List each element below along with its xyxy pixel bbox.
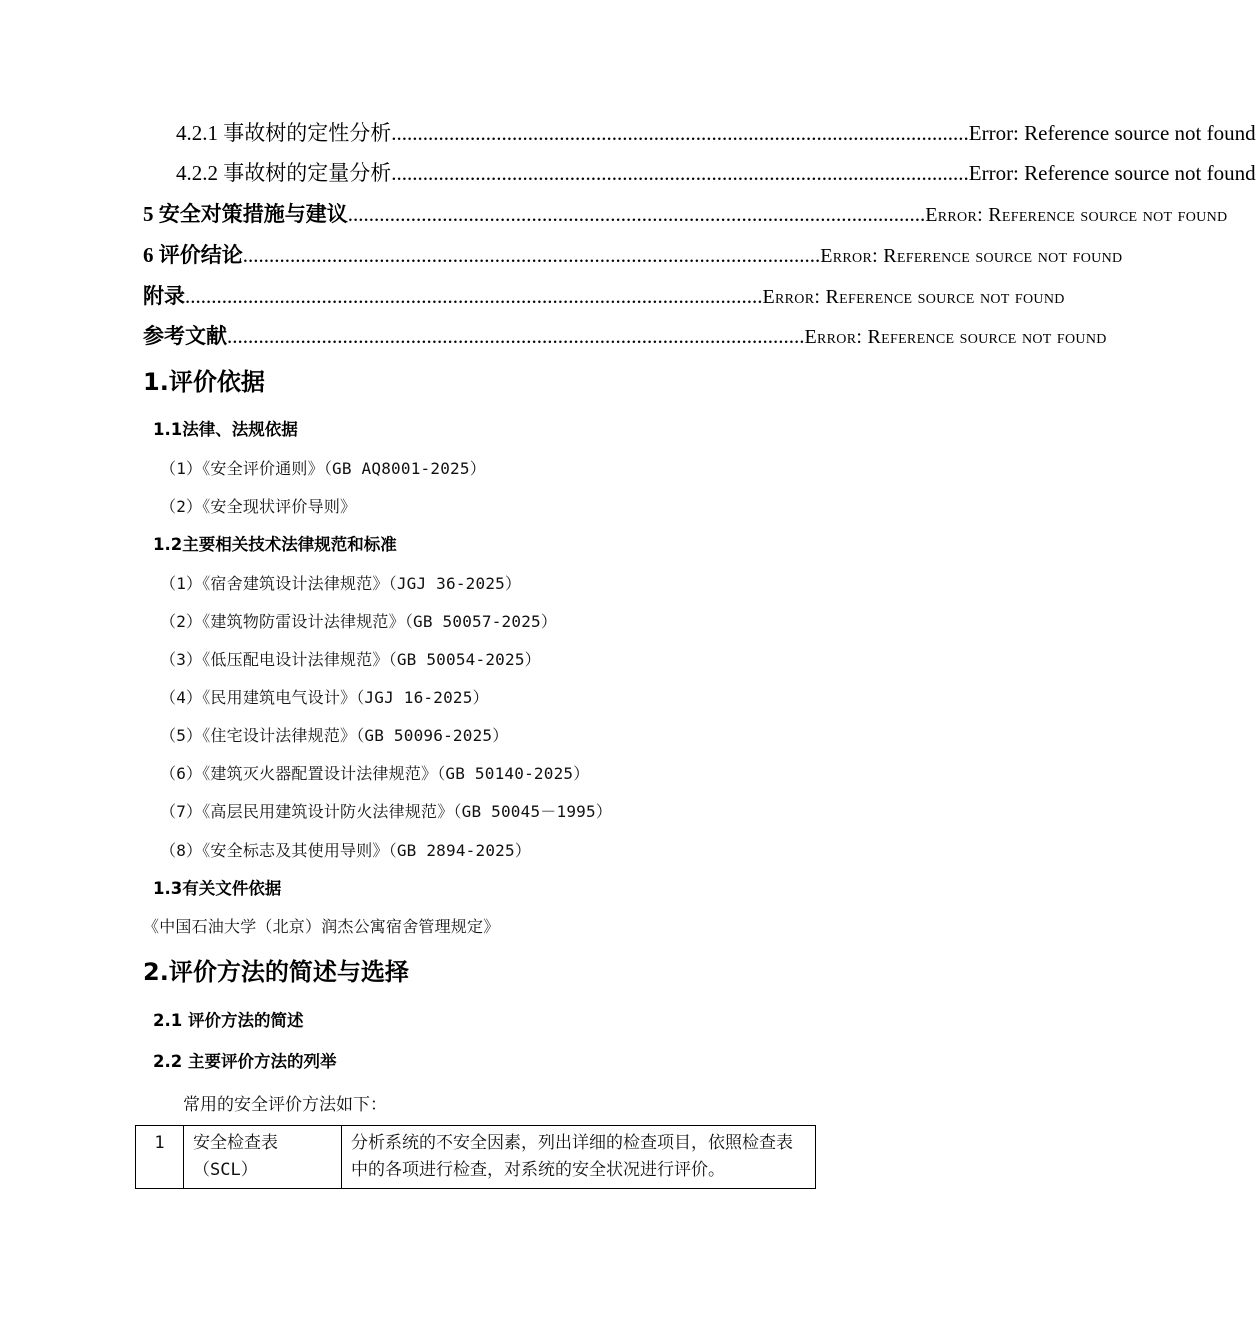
table-cell-description: 分析系统的不安全因素，列出详细的检查项目，依照检查表中的各项进行检查，对系统的安全状况进行评价。 [342, 1126, 816, 1189]
subsection-heading: 1.1法律、法规依据 [153, 420, 298, 439]
subsection-heading: 2.1 评价方法的简述 [153, 1011, 304, 1030]
section-heading: 1.评价依据 [143, 368, 265, 396]
subsection-heading: 1.2主要相关技术法律规范和标准 [153, 535, 397, 554]
toc-entry-page: Error: Reference source not found [968, 121, 1256, 145]
toc-entry-title: 4.2.1 事故树的定性分析 [176, 121, 392, 145]
toc-entry-page: Error: Reference source not found [762, 286, 1065, 308]
toc-leader-dots: .............................................................................................................. [391, 161, 969, 185]
toc-entry[interactable] [143, 239, 1123, 269]
paragraph: 常用的安全评价方法如下： [183, 1095, 387, 1115]
section-heading: 2.评价方法的简述与选择 [143, 958, 409, 986]
list-item: （2）《建筑物防雷设计法律规范》（GB 50057-2025） [160, 612, 558, 631]
list-item: （1）《安全评价通则》（GB AQ8001-2025） [160, 459, 486, 478]
toc-entry-page: Error: Reference source not found [925, 204, 1228, 226]
toc-entry-title: 5 安全对策措施与建议 [143, 202, 348, 226]
toc-leader-dots: .............................................................................................................. [185, 284, 763, 308]
toc-leader-dots: .............................................................................................................. [227, 324, 805, 348]
toc-entry[interactable] [143, 280, 1065, 310]
toc-entry-title: 4.2.2 事故树的定量分析 [176, 161, 392, 185]
list-item: （4）《民用建筑电气设计》（JGJ 16-2025） [160, 688, 489, 707]
table-row [136, 1126, 816, 1189]
toc-entry[interactable] [176, 157, 1256, 187]
list-item: （5）《住宅设计法律规范》（GB 50096-2025） [160, 726, 509, 745]
list-item: （3）《低压配电设计法律规范》（GB 50054-2025） [160, 650, 541, 669]
toc-entry[interactable] [143, 320, 1107, 350]
toc-entry-page: Error: Reference source not found [820, 245, 1123, 267]
list-item: （6）《建筑灭火器配置设计法律规范》（GB 50140-2025） [160, 764, 590, 783]
table-cell-number: 1 [136, 1126, 184, 1189]
list-item: 《中国石油大学（北京）润杰公寓宿舍管理规定》 [143, 917, 500, 936]
toc-leader-dots: .............................................................................................................. [242, 243, 821, 267]
list-item: （8）《安全标志及其使用导则》（GB 2894-2025） [160, 841, 532, 860]
list-item: （2）《安全现状评价导则》 [160, 497, 357, 516]
subsection-heading: 1.3有关文件依据 [153, 879, 282, 898]
toc-entry[interactable] [143, 198, 1228, 228]
toc-entry-page: Error: Reference source not found [968, 161, 1256, 185]
toc-entry[interactable] [176, 117, 1256, 147]
toc-entry-title: 6 评价结论 [143, 243, 243, 267]
subsection-heading: 2.2 主要评价方法的列举 [153, 1052, 337, 1071]
table-cell-method-name: 安全检查表（SCL） [184, 1126, 342, 1189]
list-item: （1）《宿舍建筑设计法律规范》（JGJ 36-2025） [160, 574, 522, 593]
methods-table [135, 1125, 816, 1189]
list-item: （7）《高层民用建筑设计防火法律规范》（GB 50045－1995） [160, 802, 613, 821]
toc-entry-title: 附录 [143, 284, 185, 308]
toc-entry-title: 参考文献 [143, 324, 227, 348]
toc-leader-dots: .............................................................................................................. [347, 202, 926, 226]
toc-entry-page: Error: Reference source not found [804, 326, 1107, 348]
toc-leader-dots: .............................................................................................................. [391, 121, 969, 145]
